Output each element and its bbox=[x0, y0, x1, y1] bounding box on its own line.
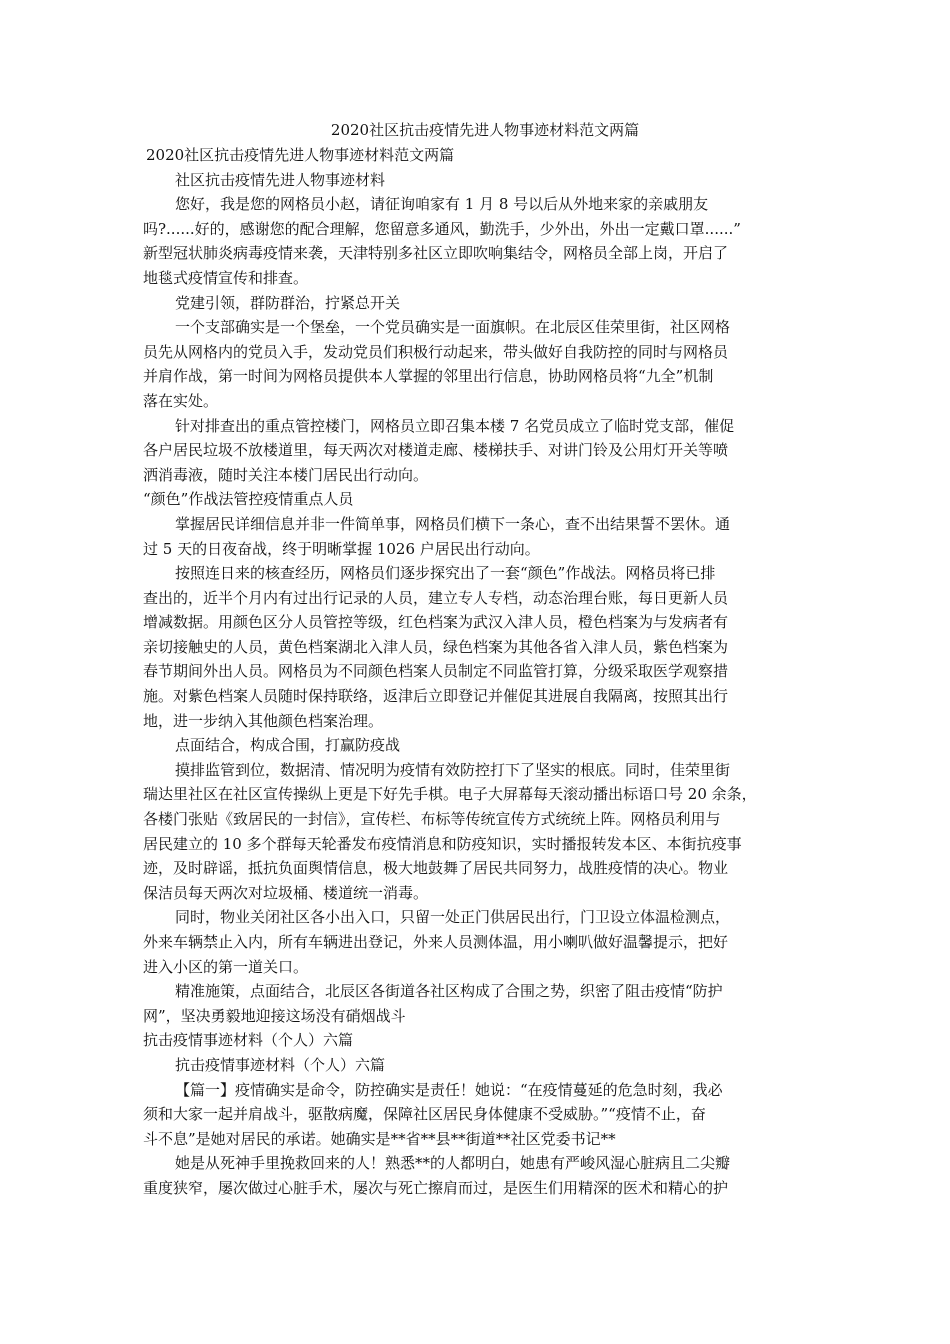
paragraph-line: 各户居民垃圾不放楼道里，每天两次对楼道走廊、楼梯扶手、对讲门铃及公用灯开关等喷 bbox=[143, 441, 729, 460]
paragraph-line: 须和大家一起并肩战斗，驱散病魔，保障社区居民身体健康不受威胁。”“疫情不止，奋 bbox=[143, 1105, 706, 1124]
paragraph-color-method bbox=[143, 561, 827, 733]
paragraph-line: 施。对紫色档案人员随时保持联络，返津后立即登记并催促其进展自我隔离，按照其出行 bbox=[143, 687, 729, 706]
document-title: 2020社区抗击疫情先进人物事迹材料范文两篇 bbox=[330, 121, 640, 139]
paragraph-line: 并肩作战，第一时间为网格员提供本人掌握的邻里出行信息，协助网格员将“九全”机制 bbox=[143, 367, 714, 386]
paragraph-line: 保洁员每天两次对垃圾桶、楼道统一消毒。 bbox=[143, 883, 429, 902]
paragraph-line: 同时，物业关闭社区各小出入口，只留一处正门供居民出行，门卫设立体温检测点， bbox=[175, 908, 731, 927]
paragraph-line: 居民建立的 10 多个群每天轮番发布疫情消息和防疫知识，实时播报转发本区、本街抗疫事 bbox=[143, 834, 742, 853]
paragraph-line: 新型冠状肺炎病毒疫情来袭，天津特别多社区立即吹响集结令，网格员全部上岗，开启了 bbox=[143, 244, 729, 263]
paragraph-line: 一个支部确实是一个堡垒，一个党员确实是一面旗帜。在北辰区佳荣里街，社区网格 bbox=[175, 318, 731, 337]
paragraph-line: 地毯式疫情宣传和排查。 bbox=[143, 268, 309, 287]
paragraph-monitoring bbox=[143, 758, 827, 906]
paragraph-party bbox=[143, 315, 827, 413]
paragraph-line: 落在实处。 bbox=[143, 391, 219, 410]
paragraph-line: 春节期间外出人员。网格员为不同颜色档案人员制定不同监管打算，分级采取医学观察措 bbox=[143, 662, 729, 681]
section-heading: 党建引领，群防群治，拧紧总开关 bbox=[175, 293, 401, 312]
section-heading: 点面结合，构成合围，打赢防疫战 bbox=[175, 736, 401, 755]
paragraph-line: 查出的，近半个月内有过出行记录的人员，建立专人专档，动态治理台账，每日更新人员 bbox=[143, 588, 729, 607]
paragraph-line: 迹，及时辟谣，抵抗负面舆情信息，极大地鼓舞了居民共同努力，战胜疫情的决心。物业 bbox=[143, 859, 729, 878]
section-heading: 社区抗击疫情先进人物事迹材料 bbox=[175, 170, 386, 189]
section-heading: “颜色”作战法管控疫情重点人员 bbox=[143, 490, 354, 509]
paragraph-property bbox=[143, 905, 827, 979]
document-subtitle: 2020社区抗击疫情先进人物事迹材料范文两篇 bbox=[146, 146, 455, 164]
section-heading: 抗击疫情事迹材料（个人）六篇 bbox=[175, 1055, 386, 1074]
paragraph-line: 吗?......好的，感谢您的配合理解，您留意多通风，勤洗手，少外出，外出一定戴口罩......” bbox=[143, 219, 741, 238]
paragraph-line: 网”，坚决勇毅地迎接这场没有硝烟战斗 bbox=[143, 1006, 406, 1025]
paragraph-line: 各楼门张贴《致居民的一封信》，宣传栏、布标等传统宣传方式统统上阵。网格员利用与 bbox=[143, 810, 721, 829]
paragraph-line: 掌握居民详细信息并非一件简单事，网格员们横下一条心，查不出结果誓不罢休。通 bbox=[175, 514, 731, 533]
paragraph-line: 进入小区的第一道关口。 bbox=[143, 957, 309, 976]
paragraph-article-one bbox=[143, 1078, 827, 1152]
paragraph-info bbox=[143, 512, 827, 561]
paragraph-line: 斗不息”是她对居民的承诺。她确实是**省**县**街道**社区党委书记** bbox=[143, 1129, 616, 1148]
paragraph-precision bbox=[143, 979, 827, 1028]
paragraph-rescued bbox=[143, 1151, 827, 1200]
paragraph-line: 洒消毒液，随时关注本楼门居民出行动向。 bbox=[143, 465, 429, 484]
paragraph-line: 您好，我是您的网格员小赵，请征询咱家有 1 月 8 号以后从外地来家的亲戚朋友 bbox=[175, 195, 709, 214]
paragraph-branch bbox=[143, 414, 827, 488]
document-page bbox=[143, 118, 827, 1201]
paragraph-line: 外来车辆禁止入内，所有车辆进出登记，外来人员测体温，用小喇叭做好温馨提示，把好 bbox=[143, 933, 729, 951]
paragraph-line: 【篇一】疫情确实是命令，防控确实是责任！她说：“在疫情蔓延的危急时刻，我必 bbox=[175, 1080, 723, 1099]
paragraph-line: 地，进一步纳入其他颜色档案治理。 bbox=[143, 711, 384, 730]
paragraph-line: 瑞达里社区在社区宣传操纵上更是下好先手棋。电子大屏幕每天滚动播出标语口号 20 余条， bbox=[143, 785, 757, 804]
paragraph-line: 针对排查出的重点管控楼门，网格员立即召集本楼 7 名党员成立了临时党支部，催促 bbox=[175, 416, 735, 435]
paragraph-line: 过 5 天的日夜奋战，终于明晰掌握 1026 户居民出行动向。 bbox=[143, 539, 540, 558]
paragraph-line: 摸排监管到位，数据清、情况明为疫情有效防控打下了坚实的根底。同时，佳荣里街 bbox=[175, 760, 731, 779]
paragraph-line: 精准施策，点面结合，北辰区各街道各社区构成了合围之势，织密了阻击疫情“防护 bbox=[175, 982, 723, 1001]
paragraph-line: 增减数据。用颜色区分人员管控等级，红色档案为武汉入津人员，橙色档案为与发病者有 bbox=[143, 613, 729, 632]
paragraph-line: 按照连日来的核查经历，网格员们逐步探究出了一套“颜色”作战法。网格员将已排 bbox=[175, 564, 716, 583]
paragraph-line: 亲切接触史的人员，黄色档案湖北入津人员，绿色档案为其他各省入津人员，紫色档案为 bbox=[143, 637, 729, 656]
section-heading: 抗击疫情事迹材料（个人）六篇 bbox=[143, 1031, 354, 1050]
paragraph-line: 重度狭窄，屡次做过心脏手术，屡次与死亡擦肩而过，是医生们用精深的医术和精心的护 bbox=[143, 1178, 729, 1197]
paragraph-line: 员先从网格内的党员入手，发动党员们积极行动起来，带头做好自我防控的同时与网格员 bbox=[143, 342, 729, 361]
paragraph-intro bbox=[143, 192, 827, 290]
paragraph-line: 她是从死神手里挽救回来的人！熟悉**的人都明白，她患有严峻风湿心脏病且二尖瓣 bbox=[175, 1154, 731, 1173]
